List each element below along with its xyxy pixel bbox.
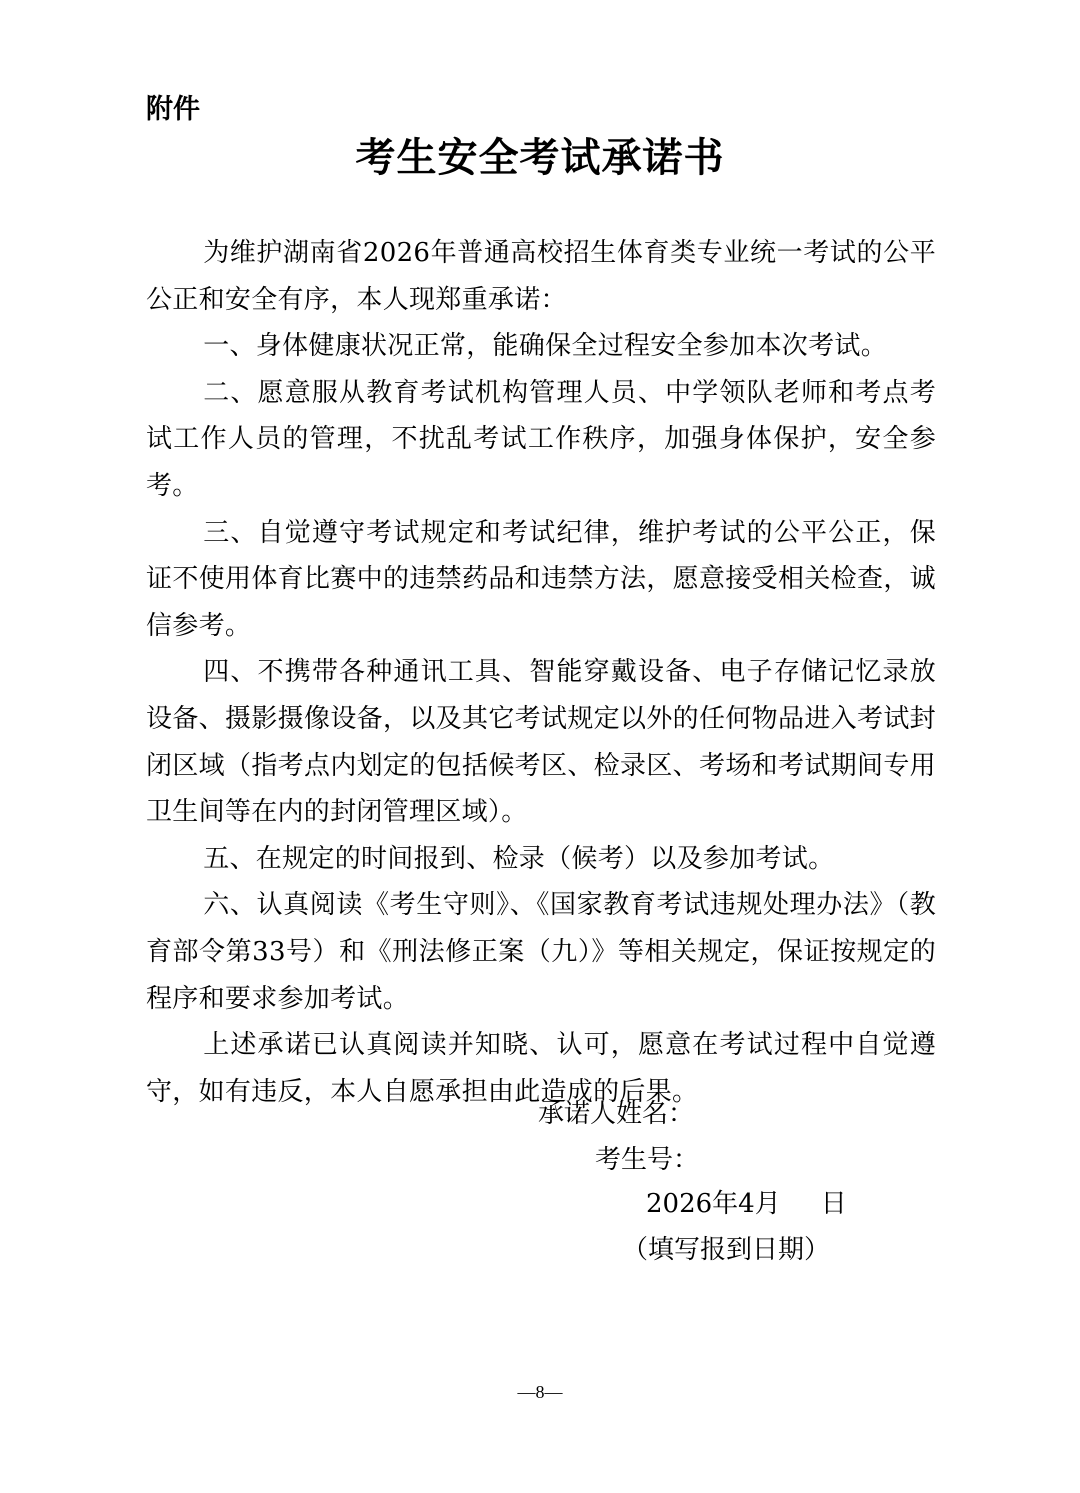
exam-number-label: 考生号： bbox=[595, 1145, 700, 1175]
pledge-body bbox=[146, 230, 936, 1115]
signature-date bbox=[646, 1184, 847, 1224]
paragraph-item-5: 五、在规定的时间报到、检录（候考）以及参加考试。 bbox=[203, 843, 835, 874]
signer-name-label: 承诺人姓名： bbox=[538, 1099, 695, 1129]
document-title: 考生安全考试承诺书 bbox=[355, 134, 725, 181]
page-number: —8— bbox=[517, 1382, 563, 1402]
paragraph-closing: 上述承诺已认真阅读并知晓、认可，愿意在考试过程中自觉遵守，如有违反，本人自愿承担由此造成的后果。 bbox=[146, 1030, 936, 1107]
date-note: （填写报到日期） bbox=[622, 1235, 831, 1265]
date-year-month: 2026年4月 bbox=[646, 1189, 781, 1219]
paragraph-item-1: 一、身体健康状况正常，能确保全过程安全参加本次考试。 bbox=[203, 331, 887, 362]
paragraph-item-2: 二、愿意服从教育考试机构管理人员、中学领队老师和考点考试工作人员的管理，不扰乱考试工作秩序，加强身体保护，安全参考。 bbox=[146, 377, 936, 501]
paragraph-item-3: 三、自觉遵守考试规定和考试纪律，维护考试的公平公正，保证不使用体育比赛中的违禁药品和违禁方法，愿意接受相关检查，诚信参考。 bbox=[146, 517, 936, 641]
date-day: 日 bbox=[820, 1189, 847, 1219]
paragraph-item-6: 六、认真阅读《考生守则》、《国家教育考试违规处理办法》（教育部令第33号）和《刑法修正案（九）》等相关规定，保证按规定的程序和要求参加考试。 bbox=[146, 890, 936, 1014]
attachment-label: 附件 bbox=[146, 94, 200, 125]
paragraph-intro: 为维护湖南省2026年普通高校招生体育类专业统一考试的公平公正和安全有序，本人现郑重承诺： bbox=[146, 238, 936, 315]
paragraph-item-4: 四、不携带各种通讯工具、智能穿戴设备、电子存储记忆录放设备、摄影摄像设备，以及其它考试规定以外的任何物品进入考试封闭区域（指考点内划定的包括候考区、检录区、考场和考试期间专用卫生间等在内的封闭管理区域）。 bbox=[146, 657, 936, 828]
